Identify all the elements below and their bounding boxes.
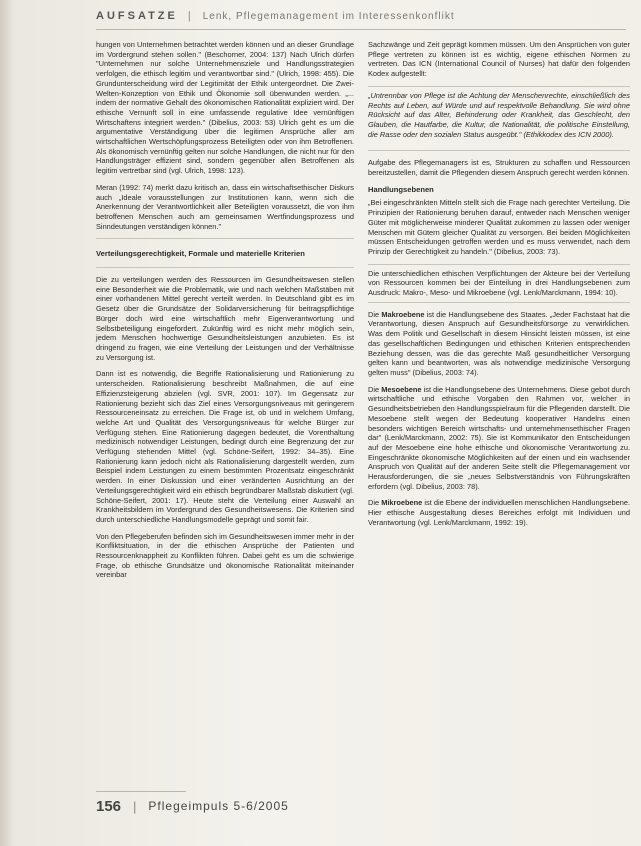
paragraph: Die zu verteilungen werden des Ressourcen im Gesundheitswesen stellen eine Besonderheit wie die Problematik, wie und nach welchen Maßstäben mit einer vorhandenen Mittel gerecht verteilt werden. In Deutschland gibt es im Gesetz über die Grundsätze der Solidarversicherung für beitragspflichtige Bürger doch wird eine wirtschaftlich mehr Eigenverantwortung und Selbstbeteiligung eingefordert. Zukünftig wird es nicht mehr möglich sein, jedem Menschen hochwertige Gesundheitsleistungen anzubieten. Es ist dringend zu fragen, wie eine Verteilung der Leistungen und der Verhältnisse zu Versorgung ist. [96,275,354,362]
right-column [368,40,630,535]
body: ist die Handlungsebene des Staates. „Jeder Fachstaat hat die Verantwortung, diesen Anspruch auf Gesundheitsfürsorge zu verwirklichen. Was dem Politik und Gesellschaft in diesem Hinsicht leisten müssen, ist eine das gesellschaftlichen Bedingungen und ethischen Kriterien entsprechenden Beziehung dessen, was die das gerechte Maß gesundheitlicher Versorgung gelten kann und beantworten, was als notwendige medizinische Versorgung gelten muss" (Dibelius, 2003: 74). [368,309,631,377]
levels-intro-box [368,264,630,303]
prefix: Die [368,498,380,508]
running-title: Lenk, Pflegemanagement im Interessenkonflikt [202,10,455,22]
journal-name: Pflegeimpuls 5-6/2005 [148,799,289,813]
subheading: Handlungsebenen [368,184,434,194]
page-footer [96,796,616,816]
paragraph: „Bei eingeschränkten Mitteln stellt sich die Frage nach gerechter Verteilung. Die Prinzipien der Rationierung beruhen darauf, entweder nach Menschen weniger Güter mit möglicherweise minderer Qualität zukommen zu lassen oder weniger Menschen mit Gütern gleicher Qualität zu versorgen. Bei beiden Möglichkeiten müssen Entscheidungen getroffen werden und es muss verwendet, nach dem Prinzip der Gerechtigkeit zu handeln." (Dibelius, 2003: 73). [368,198,630,256]
header-rule [96,29,626,30]
running-header [96,6,616,26]
prefix: Die [368,384,380,394]
paragraph: Dann ist es notwendig, die Begriffe Rationalisierung und Rationierung zu unterscheiden. Rationalisierung beschreibt Maßnahmen, die auf eine Effizienzsteigerung abzielen (vgl. SVR, 2001: 107). Im Gegensatz zur Rationierung bezieht sich das Ziel eines Versorgungsniveaus mit geringerem Ressourceneinsatz zu erreichen. Die Frage ist, ob und in welchem Umfang, welche Art und Qualität des Versorgungsniveaus für welche Bürger zur Verfügung stehen. Eine Rationierung dagegen bedeutet, die Vorenthaltung medizinisch notwendiger Leistungen, bedingt durch eine Begrenzung der zur Verfügung stehenden Mittel (vgl. Schöne-Seifert, 1992: 34–35). Eine Rationierung kann jedoch nicht als Rationalisierung dargestellt werden, zum Beispiel indem Leistungen zu einem bestimmten Prozentsatz eingeschränkt werden. In einer Diskussion und einer veränderten Ausrichtung an der Verteilungsgerechtigkeit wird ein ethisch begründbarer Maßstab diskutiert (vgl. Schöne-Seifert, 2001: 17). Heute steht die Verteilung einer Auswahl an Krankheitsbildern im Vordergrund des Gesundheitswesens. Die Kriterien sind durch unterschiedliche Handlungsmodelle geprägt und somit fair. [96,369,354,524]
body: ist die Ebene der individuellen menschlichen Handlungsebene. Hier ethische Ausgestaltung dieses Bereiches erfolgt mit Individuen und Verantwortung (vgl. Lenk/Marckmann, 1992: 19). [368,498,631,527]
paragraph: hungen von Unternehmen betrachtet werden können und an dieser Grundlage im Vordergrund stehen sollen." (Beschorner, 2004: 137) Nach Ulrich dürfen "Unternehmen nur solche Unternehmensziele und Handlungsstrategien verfolgen, die ethisch legitim und verantwortbar sind." (Ulrich, 1998: 455). Die Grundunterscheidung wird der Legitimität der Ethik untergeordnet. Die Zwei-Welten-Konzeption von Ethik und Ökonomie soll überwunden werden. „... indem der normative Gehalt des ökonomischen Rationalität expliziert wird. Der ethische Vernunft soll in eine umfassende regulative Idee vernünftigen Wirtschaftens integriert werden." (Dibelius, 2003: 53) Ulrich geht es um die argumentative Verständigung über die legitimen Ansprüche aller am wirtschaftlichen Wertschöpfungsprozess Beteiligten oder von ihm Betroffenen. Als ökonomisch vernünftig gelten nur solche Handlungen, die nicht nur für den Handlungsträger effizient sind, sondern gegenüber allen Betroffenen als legitim vertretbar sind (vgl. Ulrich, 1998: 123). [96,40,354,176]
paragraph: Sachzwänge und Zeit geprägt kommen müssen. Um den Ansprüchen von guter Pflege vertreten zu können ist es wichtig, eigene ethischen Normen zu vertreten. Das ICN (International Council of Nurses) hat dafür den folgenden Kodex aufgestellt: [368,40,630,79]
makroebene-paragraph [368,310,630,378]
paragraph: Die unterschiedlichen ethischen Verpflichtungen der Akteure bei der Verteilung von Ressourcen kommen bei der Einteilung in drei Handlungsebenen zum Ausdruck: Makro-, Meso- und Mikroebene (vgl. Lenk/Marckmann, 1994: 10). [368,268,630,298]
subheading: Verteilungsgerechtigkeit, Formale und materielle Kriterien [96,249,305,259]
mikroebene-paragraph [368,498,630,527]
section-label: AUFSATZE [96,10,178,22]
paragraph: Aufgabe des Pflegemanagers ist es, Strukturen zu schaffen und Ressourcen bereitzustellen, damit die Pflegenden diesem Anspruch gerecht werden können. [368,158,630,178]
quote-box [368,86,630,152]
body: ist die Handlungsebene des Unternehmens. Diese gebot durch wirtschaftliche und ethische Vorgaben den Rahmen vor, welcher in Gesundheitsbetrieben den Handlungsspielraum für die Pflegenden darstellt. Die Mesoebene stellt wegen der Bedeutung kooperativer Handelns einen besonders wichtigen Bereich wirtschafts- und unternehmensethischer Fragen dar" (Lenk/Marckmann, 2002: 75). Sie ist Kommunikator den Entscheidungen auf der Mesoebene eine hohe ethische und ökonomische Verantwortung zu. Eingeschränkte ökonomische Möglichkeiten auf der einen und ein wachsender Anspruch von Qualität auf der anderen Seite stellt die Pflegemanagement vor Herausforderungen, die sie „neues Selbstverständnis von Führungskräften erfordern (vgl. Dibelius, 2003: 78). [368,384,630,491]
left-column [96,40,354,587]
icn-quote: „Untrennbar von Pflege ist die Achtung der Menschenrechte, einschließlich des Rechts auf Leben, auf Würde und auf respektvolle Behandlung. Sie wird ohne Rücksicht auf das Alter, Behinderung oder Krankheit, das Geschlecht, den Glauben, die Hautfarbe, die Kultur, die Nationalität, die politische Einstellung, die Rasse oder den sozialen Status ausgeübt." (Ethikkodex des ICN 2000). [368,90,630,139]
footer-separator: | [133,798,137,814]
mesoebene-paragraph [368,385,630,492]
book-spine-shadow [0,0,14,846]
term-makroebene: Makroebene [381,309,427,319]
footer-rule [96,791,186,792]
prefix: Die [368,309,380,319]
subheading-box [96,238,354,268]
page-number: 156 [96,797,122,815]
term-mesoebene: Mesoebene [381,384,424,394]
paragraph: Von den Pflegeberufen befinden sich im Gesundheitswesen immer mehr in der Konfliktsituation, in der die ethischen Ansprüche der Patienten und Ressourcenknappheit zu Konflikten führen. Dabei geht es um die schwierige Frage, ob ethische Grundsätze und ökonomische Rationalität miteinander vereinbar [96,531,354,580]
header-separator: | [187,10,193,22]
term-mikroebene: Mikroebene [381,498,425,508]
paragraph: Meran (1992: 74) merkt dazu kritisch an, dass ein wirtschaftsethischer Diskurs auch „Ideale vorausstellungen zur Institutionen kann, wenn sich die Anerkennung der Verantwortlichkeit aller Beteiligten voraussetzt, die von ihm betroffenen Menschen auch am gemeinsamen Wertfindungsprozess und Sinndeutungen verständigen können." [96,182,354,231]
